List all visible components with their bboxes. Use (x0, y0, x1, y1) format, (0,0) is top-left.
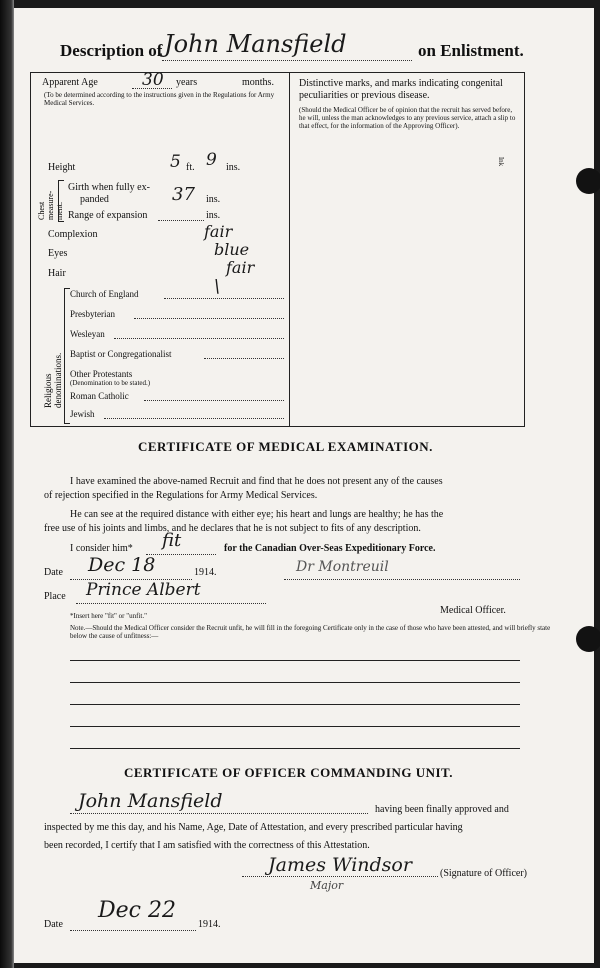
medical-signature-line (284, 579, 520, 580)
unfit-line-4 (70, 726, 520, 727)
box-middle-divider (289, 72, 290, 427)
commanding-year: 1914. (198, 919, 221, 930)
religion-line-1 (164, 298, 284, 299)
scan-left-edge (0, 0, 14, 968)
religion-line-7 (104, 418, 284, 419)
signature-of-officer-label: (Signature of Officer) (440, 868, 528, 879)
chest-side-label: Chest measure- ment. (37, 190, 64, 220)
height-ft-unit: ft. (186, 162, 195, 173)
medical-para1-line2: of rejection specified in the Regulations for Army Medical Services. (44, 490, 318, 501)
religion-roman-catholic: Roman Catholic (70, 391, 129, 401)
religion-checkmark: \ (214, 276, 221, 297)
range-line (158, 220, 204, 221)
religion-baptist: Baptist or Congregationalist (70, 349, 172, 359)
commanding-date-label: Date (44, 919, 63, 930)
chest-girth-value: 37 (172, 184, 195, 205)
religion-line-4 (204, 358, 284, 359)
box-top-border (30, 72, 524, 73)
medical-note: Note.—Should the Medical Officer consider the Recruit unfit, he will fill in the foregoing Certificate only in the case of those who have been attested, and will briefly state below the cause of unfitness:— (70, 624, 551, 641)
unfit-line-3 (70, 704, 520, 705)
medical-place-value: Prince Albert (86, 580, 201, 600)
consider-prefix: I consider him* (70, 543, 133, 554)
medical-date-label: Date (44, 567, 63, 578)
medical-year: 1914. (194, 567, 217, 578)
commanding-line1: having been finally approved and (375, 804, 509, 815)
unfit-line-5 (70, 748, 520, 749)
religion-side-label: Religious denominations. (43, 352, 63, 408)
girth-label-2: panded (80, 194, 109, 205)
range-label: Range of expansion (68, 210, 148, 221)
eyes-value: blue (214, 240, 250, 259)
range-ins-unit: ins. (206, 210, 221, 221)
medical-certificate-heading: CERTIFICATE OF MEDICAL EXAMINATION. (138, 439, 433, 454)
fit-value: fit (162, 530, 182, 551)
recruit-name: John Mansfield (164, 30, 347, 58)
unfit-line-1 (70, 660, 520, 661)
religion-jewish: Jewish (70, 409, 95, 419)
religion-other-protestants: Other Protestants (70, 369, 133, 379)
height-feet-value: 5 (170, 152, 181, 172)
commanding-date-line (70, 930, 196, 931)
religion-line-2 (134, 318, 284, 319)
height-inches-value: 9 (206, 150, 217, 170)
girth-label-1: Girth when fully ex- (68, 182, 150, 193)
enlistment-form-page (14, 8, 594, 963)
consider-suffix: for the Canadian Over-Seas Expeditionary Force. (224, 543, 436, 554)
commanding-line2: inspected by me this day, and his Name, Age, Date of Attestation, and every prescribed particular having (44, 822, 463, 833)
complexion-value: fair (204, 222, 233, 241)
box-bottom-border (30, 426, 524, 427)
medical-para2-line1: He can see at the required distance with either eye; his heart and lungs are healthy; he has the (70, 509, 444, 520)
hair-value: fair (226, 258, 255, 277)
hair-label: Hair (48, 268, 66, 279)
medical-place-line (76, 603, 266, 604)
religion-wesleyan: Wesleyan (70, 329, 105, 339)
distinctive-marks-note: (Should the Medical Officer be of opinion that the recruit has served before, he will, unless the man acknowledges to any previous service, attach a slip to that effect, for the information of the Approving Officer). (299, 106, 516, 131)
religion-other-note: (Denomination to be stated.) (70, 379, 151, 387)
medical-place-label: Place (44, 591, 66, 602)
girth-ins-unit: ins. (206, 194, 221, 205)
religion-line-3 (114, 338, 284, 339)
apparent-age-note: (To be determined according to the instructions given in the Regulations for Army Medical Services. (44, 91, 275, 108)
asterisk-note: *Insert here "fit" or "unfit." (70, 612, 147, 620)
binder-hole-top (576, 168, 600, 194)
commanding-officer-signature: James Windsor (268, 854, 412, 876)
commanding-date-value: Dec 22 (98, 898, 176, 923)
religion-presbyterian: Presbyterian (70, 309, 115, 319)
commanding-officer-rank: Major (310, 879, 344, 892)
medical-para1-line1: I have examined the above-named Recruit and find that he does not present any of the causes (70, 476, 443, 487)
months-label: months. (242, 77, 274, 88)
commanding-signature-line (242, 876, 438, 877)
consider-line (146, 554, 216, 555)
eyes-label: Eyes (48, 248, 68, 259)
title-on-enlistment: on Enlistment. (418, 41, 524, 60)
apparent-age-value: 30 (142, 70, 164, 90)
religion-church-of-england: Church of England (70, 289, 139, 299)
medical-date-value: Dec 18 (88, 554, 156, 576)
binder-hole-bottom (576, 626, 600, 652)
height-ins-unit: ins. (226, 162, 241, 173)
age-line (132, 88, 172, 89)
years-label: years (176, 77, 198, 88)
box-right-border (524, 72, 525, 427)
side-mark: Ink (497, 156, 506, 167)
height-label: Height (48, 162, 76, 173)
medical-officer-label: Medical Officer. (440, 605, 506, 616)
commanding-name-line (70, 813, 368, 814)
name-line (162, 60, 412, 61)
box-left-border (30, 72, 31, 427)
chest-brace (58, 180, 64, 222)
medical-officer-signature: Dr Montreuil (296, 559, 389, 575)
commanding-certificate-heading: CERTIFICATE OF OFFICER COMMANDING UNIT. (124, 765, 453, 780)
title-description-of: Description of (60, 41, 163, 60)
religion-line-6 (144, 400, 284, 401)
commanding-line3: been recorded, I certify that I am satisfied with the correctness of this Attestation. (44, 840, 370, 851)
medical-para2-line2: free use of his joints and limbs, and he declares that he is not subject to fits of any description. (44, 523, 421, 534)
distinctive-marks-label: Distinctive marks, and marks indicating congenital peculiarities or previous disease. (299, 78, 503, 101)
complexion-label: Complexion (48, 229, 98, 240)
apparent-age-label: Apparent Age (42, 77, 98, 88)
unfit-line-2 (70, 682, 520, 683)
commanding-name-value: John Mansfield (78, 790, 223, 812)
